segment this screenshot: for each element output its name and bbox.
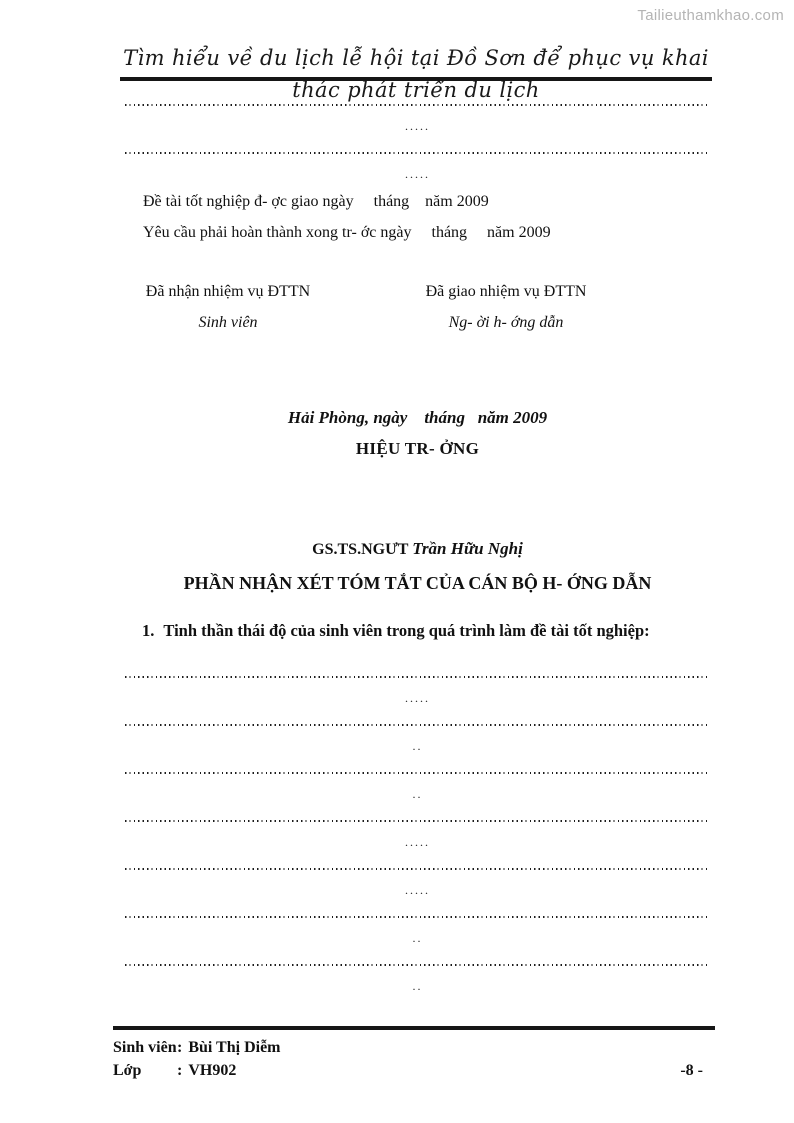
dotted-fill-top [125, 104, 710, 181]
duty-received-label: Đã nhận nhiệm vụ ĐTTN [145, 283, 311, 300]
page-footer [113, 1026, 715, 1082]
dot-tail: ..... [405, 835, 430, 849]
assignment-paragraphs [125, 186, 710, 248]
signature-block [125, 402, 710, 464]
page-number: -8 - [680, 1062, 703, 1079]
dot-tail: .. [412, 979, 423, 993]
review-section-heading: PHẦN NHẬN XÉT TÓM TẮT CỦA CÁN BỘ H- ỚNG DẪN [183, 573, 652, 593]
duty-assigned-column [417, 276, 595, 338]
dotted-line [125, 152, 710, 154]
dot-tail: ..... [405, 691, 430, 705]
watermark-text: Tailieuthamkhao.com [637, 7, 784, 24]
footer-separator: : [177, 1039, 183, 1056]
dot-tail: .. [412, 931, 423, 945]
dot-tail: ..... [405, 167, 430, 181]
review-item-number: 1. [142, 621, 155, 640]
dot-tail: ..... [405, 883, 430, 897]
footer-separator: : [177, 1062, 183, 1079]
dotted-line [125, 868, 710, 870]
dotted-line [125, 820, 710, 822]
dot-tail: .. [412, 787, 423, 801]
dotted-fill-body [125, 676, 710, 993]
duty-columns [125, 276, 710, 338]
dotted-line [125, 676, 710, 678]
signature-place-date: Hải Phòng, ngày tháng năm 2009 [287, 408, 548, 427]
student-role-label: Sinh viên [198, 314, 258, 331]
dotted-line [125, 104, 710, 106]
footer-class-label: Lớp [113, 1062, 142, 1079]
supervisor-role-label: Ng- ời h- ớng dẫn [448, 314, 564, 331]
footer-class-row [113, 1059, 715, 1082]
rector-name-line [125, 536, 710, 562]
rector-name: Trần Hữu Nghị [412, 539, 523, 558]
footer-student-name: Bùi Thị Diễm [188, 1039, 281, 1056]
deadline-line: Yêu cầu phải hoàn thành xong tr- ớc ngày tháng năm 2009 [143, 224, 551, 241]
rector-name-prefix: GS.TS.NGƯT [312, 541, 413, 558]
dotted-line [125, 964, 710, 966]
review-item-1 [142, 618, 710, 643]
page-header-title: Tìm hiểu về du lịch lễ hội tại Đồ Sơn để phục vụ khai thác phát triển du lịch [123, 46, 709, 102]
dotted-line [125, 772, 710, 774]
assignment-date-line: Đề tài tốt nghiệp đ- ợc giao ngày tháng năm 2009 [143, 193, 489, 210]
dot-tail: .. [412, 739, 423, 753]
dotted-line [125, 724, 710, 726]
footer-rule [113, 1026, 715, 1030]
header-rule [120, 77, 712, 81]
duty-assigned-label: Đã giao nhiệm vụ ĐTTN [425, 283, 587, 300]
footer-student-label: Sinh viên [113, 1039, 177, 1056]
rector-title: HIỆU TR- ỞNG [355, 439, 480, 458]
review-item-text: Tinh thần thái độ của sinh viên trong quá trình làm đề tài tốt nghiệp: [163, 621, 650, 640]
dotted-line [125, 916, 710, 918]
dot-tail: ..... [405, 119, 430, 133]
footer-class-value: VH902 [188, 1062, 237, 1079]
footer-student-row [113, 1036, 715, 1059]
duty-received-column [142, 276, 314, 338]
